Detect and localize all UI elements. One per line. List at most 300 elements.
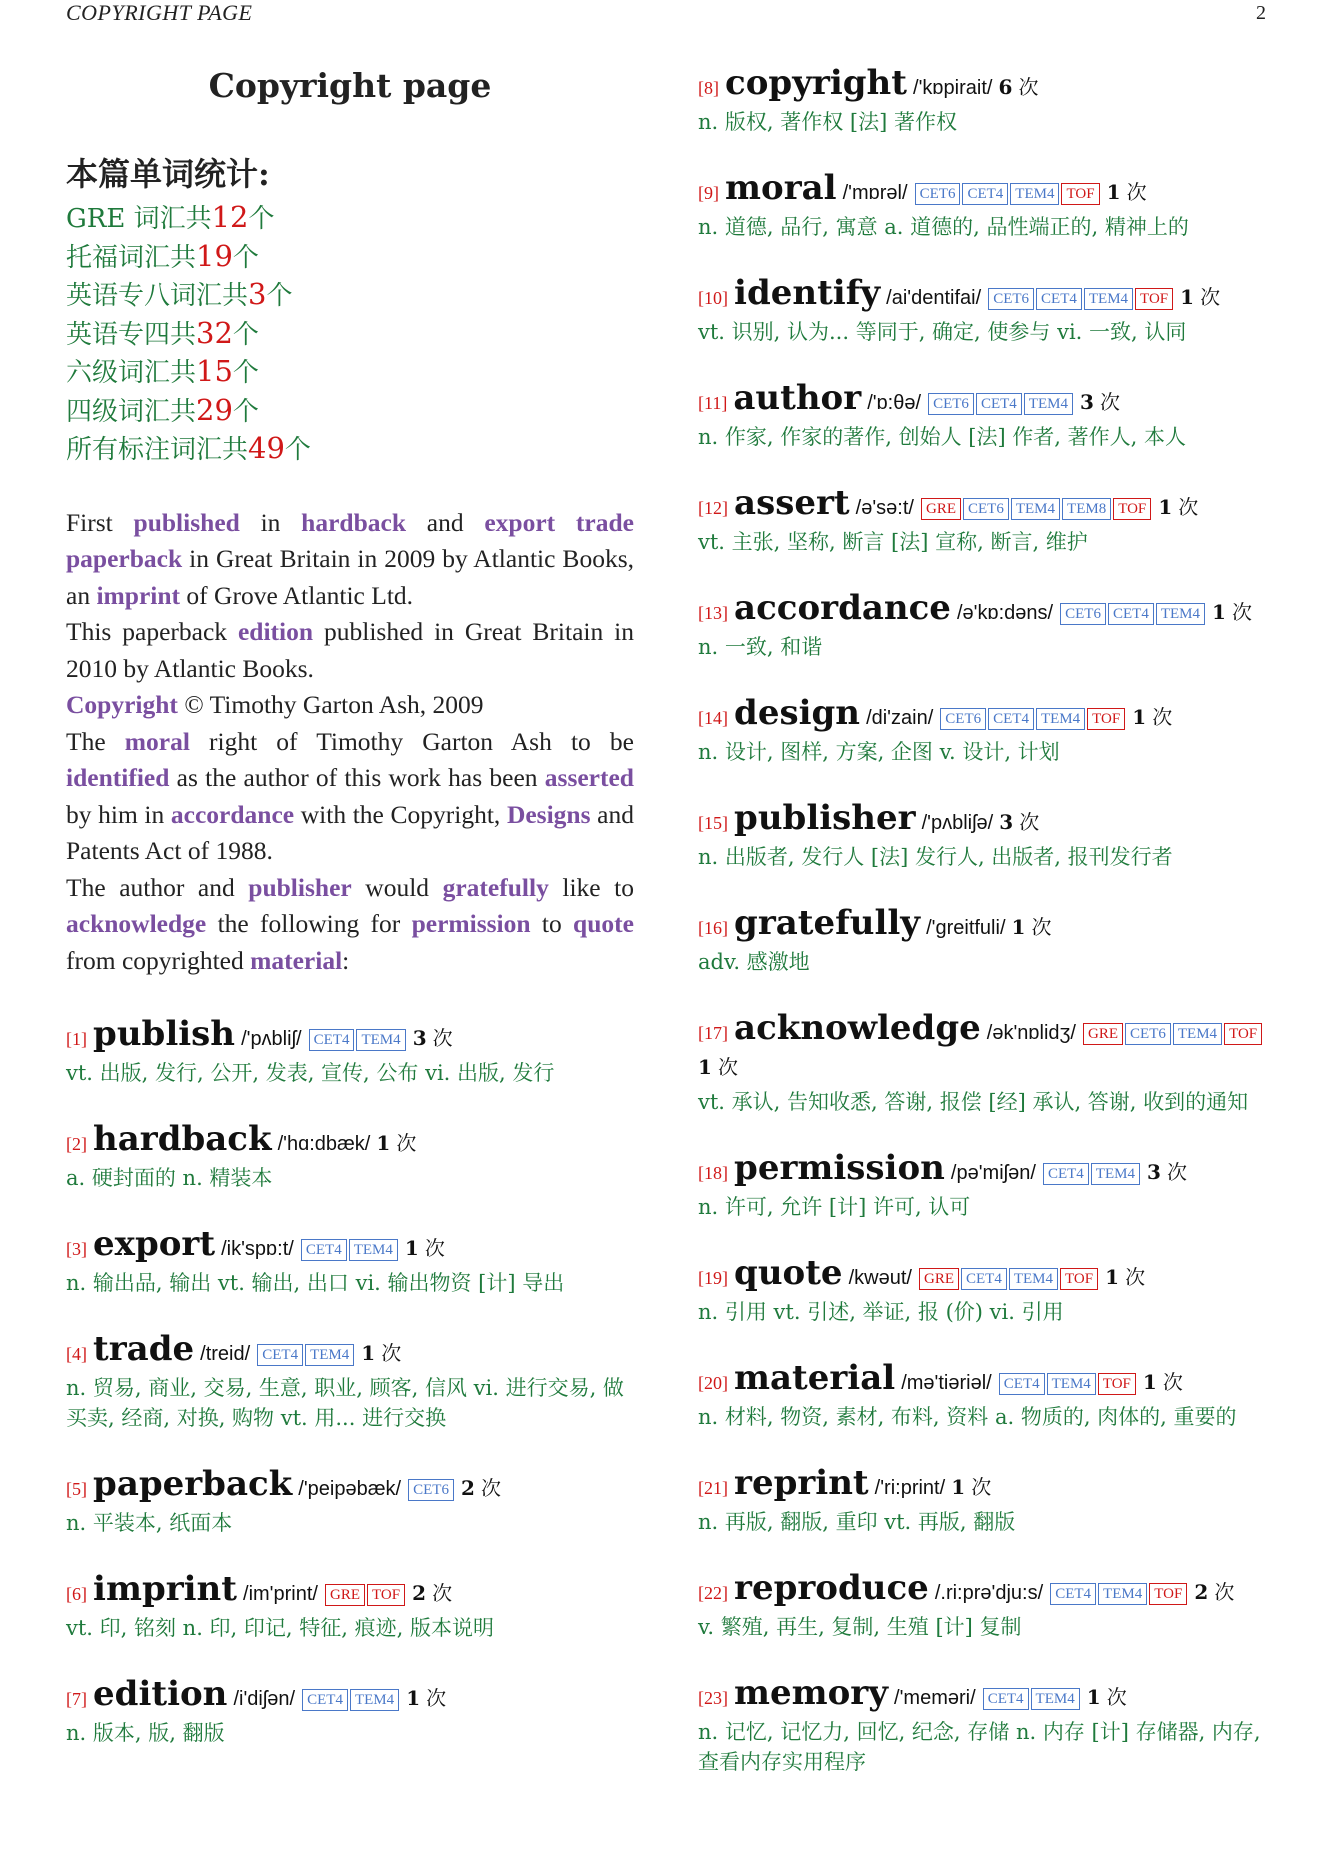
paragraph-text: as the author of this work has been [169, 763, 545, 792]
count-suffix: 次 [1031, 915, 1052, 939]
entry-pronunciation: /ik'spɒ:t/ [221, 1238, 294, 1260]
vocab-entry [698, 63, 1268, 137]
vocab-list-left [66, 1014, 634, 1748]
stat-label: 英语专八词汇共 [66, 281, 249, 311]
entry-head [66, 1569, 634, 1611]
stat-count: 49 [248, 431, 285, 465]
entry-definition: n. 设计, 图样, 方案, 企图 v. 设计, 计划 [698, 740, 1060, 764]
entry-head [698, 1253, 1268, 1295]
entry-index: [17] [698, 1023, 728, 1043]
level-badge: TOF [1149, 1583, 1187, 1605]
entry-pronunciation: /i'diʃən/ [233, 1688, 296, 1710]
level-badge: GRE [921, 498, 961, 520]
count-suffix: 次 [480, 1476, 501, 1500]
entry-count: 2 [412, 1581, 427, 1605]
level-badge: TEM4 [1031, 1688, 1080, 1710]
entry-count: 1 [1132, 705, 1147, 729]
count-suffix: 次 [1166, 1160, 1187, 1184]
highlighted-word: Copyright [66, 690, 178, 719]
entry-definition: n. 贸易, 商业, 交易, 生意, 职业, 顾客, 信风 vi. 进行交易, 做买卖, 经商, 对换, 购物 vt. 用... 进行交换 [66, 1376, 624, 1430]
paragraph-line [66, 687, 634, 724]
entry-definition: n. 版权, 著作权 [法] 著作权 [698, 110, 957, 134]
level-badge: TEM4 [349, 1239, 398, 1261]
entry-count: 1 [1180, 285, 1195, 309]
level-badge: CET4 [961, 1268, 1007, 1290]
highlighted-word: hardback [301, 507, 407, 537]
level-badge: TOF [1060, 1268, 1098, 1290]
level-badge: TEM4 [356, 1029, 405, 1051]
paragraph-text: right of Timothy Garton Ash to be [189, 726, 634, 756]
entry-definition: vt. 出版, 发行, 公开, 发表, 宣传, 公布 vi. 出版, 发行 [66, 1061, 555, 1085]
stat-label: 托福词汇共 [66, 242, 197, 273]
level-badge: CET4 [1036, 288, 1082, 310]
entry-definition: n. 输出品, 输出 vt. 输出, 出口 vi. 输出物资 [计] 导出 [66, 1271, 565, 1295]
highlighted-word: edition [237, 617, 314, 646]
entry-word: imprint [93, 1569, 237, 1609]
entry-definition: a. 硬封面的 n. 精装本 [66, 1166, 273, 1190]
count-suffix: 次 [1018, 75, 1039, 99]
entry-word: trade [93, 1329, 195, 1369]
entry-word: design [734, 693, 861, 733]
paragraph-text: from copyrighted [66, 945, 251, 975]
level-badge: TEM4 [350, 1689, 399, 1711]
stat-unit: 个 [248, 204, 275, 234]
stat-line [66, 353, 634, 392]
entry-count: 1 [1106, 180, 1121, 204]
stat-unit: 个 [284, 435, 311, 465]
entry-head [698, 798, 1268, 840]
level-badge: TOF [367, 1584, 405, 1606]
entry-head [698, 903, 1268, 945]
level-badge: TOF [1135, 288, 1173, 310]
count-suffix: 次 [1019, 810, 1040, 834]
level-badge: CET4 [301, 1239, 347, 1261]
vocab-entry [698, 1463, 1268, 1537]
level-badge: TOF [1087, 708, 1125, 730]
entry-index: [4] [66, 1344, 87, 1364]
entry-definition: vt. 主张, 坚称, 断言 [法] 宣称, 断言, 维护 [698, 530, 1088, 554]
level-badge: TEM4 [1173, 1023, 1222, 1045]
entry-index: [16] [698, 918, 728, 938]
highlighted-word: paperback [66, 544, 183, 573]
entry-count: 3 [1080, 390, 1094, 414]
entry-index: [23] [698, 1688, 728, 1708]
stat-line [66, 315, 634, 354]
level-badge: CET6 [963, 498, 1009, 520]
stat-count: 29 [196, 392, 233, 427]
entry-pronunciation: /'meməri/ [894, 1687, 976, 1709]
entry-definition: n. 平装本, 纸面本 [66, 1511, 233, 1535]
entry-head [698, 588, 1268, 630]
stat-line [66, 392, 634, 431]
entry-head [66, 1464, 634, 1506]
paragraph-line [66, 505, 634, 615]
vocab-entry [698, 903, 1268, 977]
paragraph-text: The author and [66, 872, 249, 902]
entry-index: [20] [698, 1373, 728, 1393]
count-suffix: 次 [432, 1581, 453, 1605]
entry-word: permission [734, 1148, 945, 1188]
level-badge: TOF [1224, 1023, 1262, 1045]
stat-unit: 个 [232, 396, 259, 427]
entry-pronunciation: /'peipəbæk/ [298, 1478, 402, 1500]
stat-label: GRE 词汇共 [66, 204, 212, 234]
entry-head [698, 1673, 1268, 1715]
level-badge: TEM4 [1091, 1163, 1140, 1185]
running-header: COPYRIGHT PAGE [66, 0, 253, 25]
count-suffix: 次 [1214, 1580, 1235, 1604]
left-column [66, 66, 634, 1782]
entry-word: acknowledge [734, 1008, 981, 1048]
level-badge: TEM4 [1098, 1583, 1147, 1605]
highlighted-word: gratefully [442, 872, 549, 902]
level-badge: TEM4 [1010, 183, 1059, 205]
entry-count: 1 [951, 1475, 966, 1499]
count-suffix: 次 [1126, 180, 1147, 204]
entry-pronunciation: /im'print/ [243, 1583, 318, 1605]
entry-definition: adv. 感激地 [698, 950, 810, 974]
paragraph-text: : [342, 945, 350, 975]
entry-word: accordance [734, 588, 951, 628]
paragraph-text: of Grove Atlantic Ltd. [180, 580, 414, 610]
copyright-paragraph [66, 505, 634, 980]
count-suffix: 次 [1152, 705, 1173, 729]
entry-pronunciation: /'kɒpirait/ [913, 77, 993, 99]
highlighted-word: imprint [96, 580, 181, 610]
count-suffix: 次 [396, 1131, 417, 1155]
entry-pronunciation: /'hɑ:dbæk/ [277, 1133, 371, 1155]
stat-count: 12 [211, 200, 249, 234]
level-badge: CET6 [408, 1479, 454, 1501]
entry-pronunciation: /'ɒ:θə/ [867, 392, 922, 414]
entry-head [66, 1224, 634, 1266]
paragraph-line [66, 724, 634, 870]
vocab-entry [698, 1358, 1268, 1432]
paragraph-text: the following for [206, 909, 412, 938]
entry-pronunciation: /'pʌbliʃ/ [241, 1028, 302, 1050]
highlighted-word: Designs [506, 799, 591, 829]
entry-count: 2 [1194, 1580, 1209, 1604]
entry-pronunciation: /ək'nɒlidʒ/ [986, 1022, 1076, 1044]
entry-definition: n. 再版, 翻版, 重印 vt. 再版, 翻版 [698, 1510, 1016, 1534]
entry-pronunciation: /kwəut/ [848, 1267, 912, 1289]
vocab-entry [66, 1674, 634, 1748]
entry-count: 1 [1086, 1685, 1101, 1709]
entry-index: [19] [698, 1268, 728, 1288]
entry-definition: vt. 承认, 告知收悉, 答谢, 报偿 [经] 承认, 答谢, 收到的通知 [698, 1090, 1249, 1114]
vocab-entry [698, 1673, 1268, 1777]
level-badge: CET6 [988, 288, 1034, 310]
entry-count: 1 [698, 1055, 712, 1079]
entry-index: [18] [698, 1163, 728, 1183]
entry-definition: vt. 识别, 认为... 等同于, 确定, 使参与 vi. 一致, 认同 [698, 320, 1187, 344]
stat-unit: 个 [232, 358, 259, 388]
level-badge: TEM4 [1024, 393, 1073, 415]
paragraph-text: like to [548, 872, 635, 902]
entry-word: author [733, 378, 862, 418]
level-badge: CET4 [1050, 1583, 1096, 1605]
level-badge: TOF [1113, 498, 1151, 520]
vocab-entry [698, 1253, 1268, 1327]
entry-definition: n. 记忆, 记忆力, 回忆, 纪念, 存储 n. 内存 [计] 存储器, 内存, 查看内存实用程序 [698, 1720, 1261, 1774]
level-badge: GRE [325, 1584, 365, 1606]
entry-definition: n. 版本, 版, 翻版 [66, 1721, 225, 1745]
entry-index: [10] [698, 288, 728, 308]
stat-label: 六级词汇共 [66, 358, 197, 388]
paragraph-text: and Patents Act of 1988. [66, 799, 634, 865]
highlighted-word: asserted [544, 763, 634, 792]
vocab-entry [698, 168, 1268, 242]
level-badge: CET6 [928, 393, 974, 415]
vocab-entry [698, 798, 1268, 872]
entry-word: hardback [93, 1119, 272, 1159]
paragraph-text: to [530, 909, 574, 938]
level-badge: CET6 [915, 183, 961, 205]
count-suffix: 次 [717, 1055, 738, 1079]
count-suffix: 次 [1099, 390, 1120, 414]
entry-pronunciation: /ə'sə:t/ [855, 497, 914, 519]
stat-line [66, 276, 634, 315]
level-badge: TEM4 [1084, 288, 1133, 310]
entry-pronunciation: /'ri:print/ [874, 1477, 946, 1499]
entry-index: [1] [66, 1029, 87, 1049]
entry-word: edition [93, 1674, 228, 1714]
entry-head [66, 1014, 634, 1056]
level-badge: TOF [1061, 183, 1099, 205]
entry-count: 1 [1011, 915, 1026, 939]
entry-word: reprint [734, 1463, 869, 1503]
entry-word: identify [734, 273, 881, 313]
level-badge: CET4 [1043, 1163, 1089, 1185]
entry-index: [2] [66, 1134, 87, 1154]
paragraph-text: by him in [66, 799, 171, 829]
vocab-entry [66, 1224, 634, 1298]
level-badge: CET4 [976, 393, 1022, 415]
stat-unit: 个 [266, 281, 293, 311]
entry-index: [6] [66, 1584, 87, 1604]
highlighted-word: material [250, 945, 343, 975]
stat-unit: 个 [232, 242, 259, 273]
entry-pronunciation: /'mɒrəl/ [842, 182, 908, 204]
paragraph-text: would [351, 872, 443, 902]
count-suffix: 次 [971, 1475, 992, 1499]
entry-definition: n. 作家, 作家的著作, 创始人 [法] 作者, 著作人, 本人 [698, 425, 1187, 449]
stat-label: 四级词汇共 [66, 396, 197, 427]
entry-head [66, 1674, 634, 1716]
highlighted-word: moral [124, 726, 190, 756]
highlighted-word: quote [573, 909, 634, 938]
entry-count: 1 [1105, 1265, 1120, 1289]
entry-word: quote [734, 1253, 843, 1293]
level-badge: CET4 [988, 708, 1034, 730]
entry-definition: n. 引用 vt. 引述, 举证, 报 (价) vi. 引用 [698, 1300, 1064, 1324]
stats-title: 本篇单词统计: [66, 155, 270, 193]
entry-count: 1 [1212, 600, 1226, 624]
level-badge: CET4 [257, 1344, 303, 1366]
highlighted-word: identified [66, 763, 170, 792]
entry-pronunciation: /mə'tiəriəl/ [901, 1372, 992, 1394]
level-badge: TEM4 [1047, 1373, 1096, 1395]
entry-count: 1 [376, 1131, 391, 1155]
paragraph-text: This paperback [66, 617, 238, 646]
paragraph-text: First [66, 507, 134, 537]
paragraph-text: published in Great Britain in 2010 by Atlantic Books. [66, 617, 634, 683]
vocab-entry [66, 1569, 634, 1643]
vocab-entry [66, 1014, 634, 1088]
paragraph-text: © Timothy Garton Ash, 2009 [177, 690, 484, 719]
entry-head [66, 1329, 634, 1371]
highlighted-word: export [484, 507, 556, 537]
vocab-entry [698, 1568, 1268, 1642]
highlighted-word: accordance [170, 799, 295, 829]
entry-head [698, 1463, 1268, 1505]
entry-count: 3 [999, 810, 1014, 834]
entry-index: [21] [698, 1478, 728, 1498]
count-suffix: 次 [432, 1026, 453, 1050]
entry-count: 2 [461, 1476, 475, 1500]
level-badge: TEM4 [1009, 1268, 1058, 1290]
entry-count: 1 [1158, 495, 1173, 519]
level-badge: CET4 [1108, 603, 1154, 625]
highlighted-word: permission [411, 909, 531, 938]
vocab-entry [698, 483, 1268, 557]
count-suffix: 次 [381, 1341, 402, 1365]
entry-word: assert [734, 483, 850, 523]
entry-index: [5] [66, 1479, 87, 1499]
vocab-entry [698, 588, 1268, 662]
stat-count: 3 [248, 277, 267, 311]
count-suffix: 次 [424, 1236, 445, 1260]
entry-head [698, 483, 1268, 525]
highlighted-word: published [133, 507, 240, 537]
stat-line [66, 199, 634, 238]
stat-label: 英语专四共 [66, 319, 197, 350]
entry-head [698, 378, 1268, 420]
entry-index: [11] [698, 393, 728, 413]
entry-pronunciation: /treid/ [200, 1343, 251, 1365]
entry-head [698, 1008, 1268, 1085]
highlighted-word: publisher [248, 872, 352, 902]
entry-index: [22] [698, 1583, 728, 1603]
level-badge: GRE [1083, 1023, 1123, 1045]
level-badge: TEM4 [1156, 603, 1205, 625]
count-suffix: 次 [1106, 1685, 1127, 1709]
level-badge: CET4 [309, 1029, 355, 1051]
stats-list [66, 199, 634, 469]
stat-line [66, 238, 634, 277]
paragraph-line [66, 870, 634, 980]
entry-pronunciation: /.ri:prə'dju:s/ [934, 1582, 1044, 1604]
level-badge: CET6 [1125, 1023, 1171, 1045]
level-badge: CET4 [962, 183, 1008, 205]
entry-head [698, 273, 1268, 315]
entry-definition: n. 出版者, 发行人 [法] 发行人, 出版者, 报刊发行者 [698, 845, 1173, 869]
entry-word: publish [93, 1014, 236, 1054]
stat-count: 15 [196, 354, 233, 388]
entry-count: 1 [361, 1341, 376, 1365]
entry-index: [8] [698, 78, 719, 98]
entry-count: 3 [1147, 1160, 1161, 1184]
entry-pronunciation: /di'zain/ [866, 707, 934, 729]
level-badge: TOF [1098, 1373, 1136, 1395]
entry-head [698, 1568, 1268, 1610]
count-suffix: 次 [1162, 1370, 1183, 1394]
level-badge: CET4 [983, 1688, 1029, 1710]
vocab-entry [698, 693, 1268, 767]
entry-word: publisher [734, 798, 916, 838]
stat-count: 19 [196, 238, 233, 273]
paragraph-text: and [406, 507, 485, 537]
entry-index: [15] [698, 813, 728, 833]
stat-unit: 个 [232, 319, 259, 350]
paragraph-text: with the Copyright, [294, 799, 507, 829]
entry-count: 6 [998, 75, 1013, 99]
entry-count: 3 [412, 1026, 427, 1050]
page-number: 2 [1256, 2, 1266, 24]
entry-head [698, 693, 1268, 735]
vocab-entry [698, 1008, 1268, 1117]
level-badge: TEM4 [1036, 708, 1085, 730]
paragraph-text: The [66, 726, 125, 756]
vocab-list-right [698, 63, 1268, 1777]
paragraph-text: in [239, 507, 302, 537]
highlighted-word: trade [575, 507, 634, 537]
level-badge: TEM4 [1011, 498, 1060, 520]
entry-definition: n. 材料, 物资, 素材, 布料, 资料 a. 物质的, 肉体的, 重要的 [698, 1405, 1237, 1429]
entry-count: 1 [404, 1236, 419, 1260]
vocab-entry [66, 1119, 634, 1193]
vocab-entry [698, 378, 1268, 452]
entry-head [698, 63, 1268, 105]
entry-definition: v. 繁殖, 再生, 复制, 生殖 [计] 复制 [698, 1615, 1022, 1639]
entry-word: paperback [93, 1464, 293, 1504]
entry-definition: n. 一致, 和谐 [698, 635, 823, 659]
level-badge: TEM4 [305, 1344, 354, 1366]
level-badge: CET6 [1060, 603, 1106, 625]
vocab-entry [698, 273, 1268, 347]
count-suffix: 次 [1232, 600, 1253, 624]
count-suffix: 次 [1200, 285, 1221, 309]
entry-definition: vt. 印, 铭刻 n. 印, 印记, 特征, 痕迹, 版本说明 [66, 1616, 494, 1640]
entry-head [66, 1119, 634, 1161]
entry-word: moral [725, 168, 837, 208]
level-badge: CET4 [302, 1689, 348, 1711]
count-suffix: 次 [1178, 495, 1199, 519]
stat-label: 所有标注词汇共 [66, 435, 249, 465]
paragraph-text [555, 508, 576, 537]
entry-count: 1 [406, 1686, 421, 1710]
entry-definition: n. 道德, 品行, 寓意 a. 道德的, 品性端正的, 精神上的 [698, 215, 1189, 239]
stat-line [66, 430, 634, 469]
entry-word: export [93, 1224, 216, 1264]
vocab-entry [66, 1464, 634, 1538]
entry-word: memory [734, 1673, 888, 1713]
entry-word: material [734, 1358, 896, 1398]
paragraph-text: in Great Britain in 2009 by Atlantic Books, an [66, 544, 634, 610]
entry-index: [9] [698, 183, 719, 203]
vocab-entry [66, 1329, 634, 1433]
entry-head [698, 168, 1268, 210]
entry-pronunciation: /ə'kɒ:dəns/ [956, 602, 1054, 624]
entry-pronunciation: /'greitfuli/ [926, 917, 1006, 939]
entry-pronunciation: /pə'miʃən/ [950, 1162, 1036, 1184]
entry-head [698, 1148, 1268, 1190]
entry-index: [14] [698, 708, 728, 728]
entry-index: [12] [698, 498, 728, 518]
paragraph-line [66, 614, 634, 687]
entry-word: gratefully [734, 903, 921, 943]
level-badge: CET4 [999, 1373, 1045, 1395]
